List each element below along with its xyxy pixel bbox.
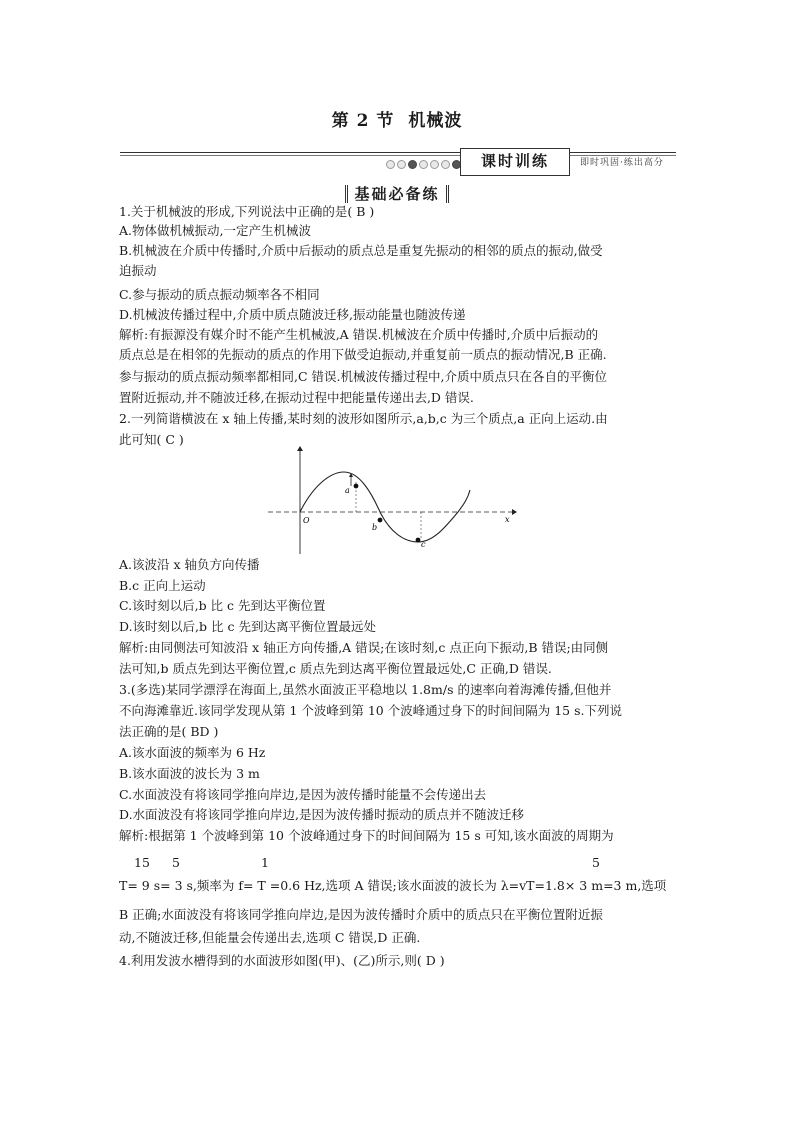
text-line: 1.关于机械波的形成,下列说法中正确的是( B ) [119, 204, 375, 219]
wave-figure [268, 446, 518, 558]
text-line: 4.利用发波水槽得到的水面波形如图(甲)、(乙)所示,则( D ) [119, 953, 445, 968]
section-title: 基础必备练 [0, 183, 794, 204]
banner-label: 课时训练 [460, 148, 570, 176]
page-title [0, 106, 794, 131]
text-line: 置附近振动,并不随波迁移,在振动过程中把能量传递出去,D 错误. [119, 390, 474, 405]
text-line: 3.(多选)某同学漂浮在海面上,虽然水面波正平稳地以 1.8m/s 的速率向着海滩传播,但他并 [119, 682, 612, 697]
text-line: 此可知( C ) [119, 432, 184, 447]
text-line: D.机械波传播过程中,介质中质点随波迁移,振动能量也随波传递 [119, 307, 466, 322]
text-line: 不向海滩靠近.该同学发现从第 1 个波峰到第 10 个波峰通过身下的时间间隔为 15 s.下列说 [119, 703, 622, 718]
topic-name: 机械波 [408, 111, 463, 131]
text-line: C.参与振动的质点振动频率各不相同 [119, 287, 320, 302]
text-line: D.该时刻以后,b 比 c 先到达离平衡位置最远处 [119, 619, 376, 634]
text-line: B.c 正向上运动 [119, 578, 206, 593]
x-axis-label: x [505, 515, 510, 524]
text-line: 动,不随波迁移,但能量会传递出去,选项 C 错误,D 正确. [119, 930, 421, 945]
point-a [354, 484, 359, 489]
point-c-label: c [421, 540, 426, 549]
text-line: 质点总是在相邻的先振动的质点的作用下做受迫振动,并重复前一质点的振动情况,B 正确. [119, 347, 607, 362]
text-line: A.该水面波的频率为 6 Hz [119, 745, 266, 760]
text-line: C.水面波没有将该同学推向岸边,是因为波传播时能量不会传递出去 [119, 787, 487, 802]
banner-subtitle: 即时巩固·练出高分 [580, 158, 664, 168]
text-line: 法正确的是( BD ) [119, 724, 219, 739]
text-line: 迫振动 [119, 263, 157, 278]
text-line: D.水面波没有将该同学推向岸边,是因为波传播时振动的质点并不随波迁移 [119, 807, 525, 822]
point-a-label: a [345, 486, 350, 495]
text-line: 法可知,b 质点先到达平衡位置,c 质点先到达离平衡位置最远处,C 正确,D 错误. [119, 661, 552, 676]
fraction-numerator: 5 [592, 855, 600, 870]
point-b [378, 518, 383, 523]
text-line: 解析:根据第 1 个波峰到第 10 个波峰通过身下的时间间隔为 15 s 可知,该水面波的周期为 [119, 828, 614, 843]
point-c [416, 538, 421, 543]
text-line: 2.一列简谐横波在 x 轴上传播,某时刻的波形如图所示,a,b,c 为三个质点,a 正向上运动.由 [119, 411, 608, 426]
text-line: C.该时刻以后,b 比 c 先到达平衡位置 [119, 598, 326, 613]
fraction-numerator: 5 [172, 855, 180, 870]
text-line: A.该波沿 x 轴负方向传播 [119, 557, 260, 572]
text-line: B.机械波在介质中传播时,介质中后振动的质点总是重复先振动的相邻的质点的振动,做受 [119, 243, 603, 258]
formula-line: T= 9 s= 3 s,频率为 f= T =0.6 Hz,选项 A 错误;该水面波的波长为 λ=vT=1.8× 3 m=3 m,选项 [119, 878, 667, 893]
text-line: B.该水面波的波长为 3 m [119, 766, 260, 781]
point-b-label: b [372, 523, 378, 532]
text-line: 参与振动的质点振动频率都相同,C 错误.机械波传播过程中,介质中质点只在各自的平衡位 [119, 369, 607, 384]
section-number: 第 2 节 [331, 111, 395, 131]
text-line: A.物体做机械振动,一定产生机械波 [119, 223, 311, 238]
banner [120, 148, 676, 176]
text-line: B 正确;水面波没有将该同学推向岸边,是因为波传播时介质中的质点只在平衡位置附近振 [119, 907, 603, 922]
origin-label: O [303, 516, 310, 525]
fraction-numerator: 15 [134, 855, 150, 870]
text-line: 解析:有振源没有媒介时不能产生机械波,A 错误.机械波在介质中传播时,介质中后振动的 [119, 327, 599, 342]
fraction-numerator: 1 [261, 855, 269, 870]
text-line: 解析:由同侧法可知波沿 x 轴正方向传播,A 错误;在该时刻,c 点正向下振动,B 错误;由同侧 [119, 640, 609, 655]
